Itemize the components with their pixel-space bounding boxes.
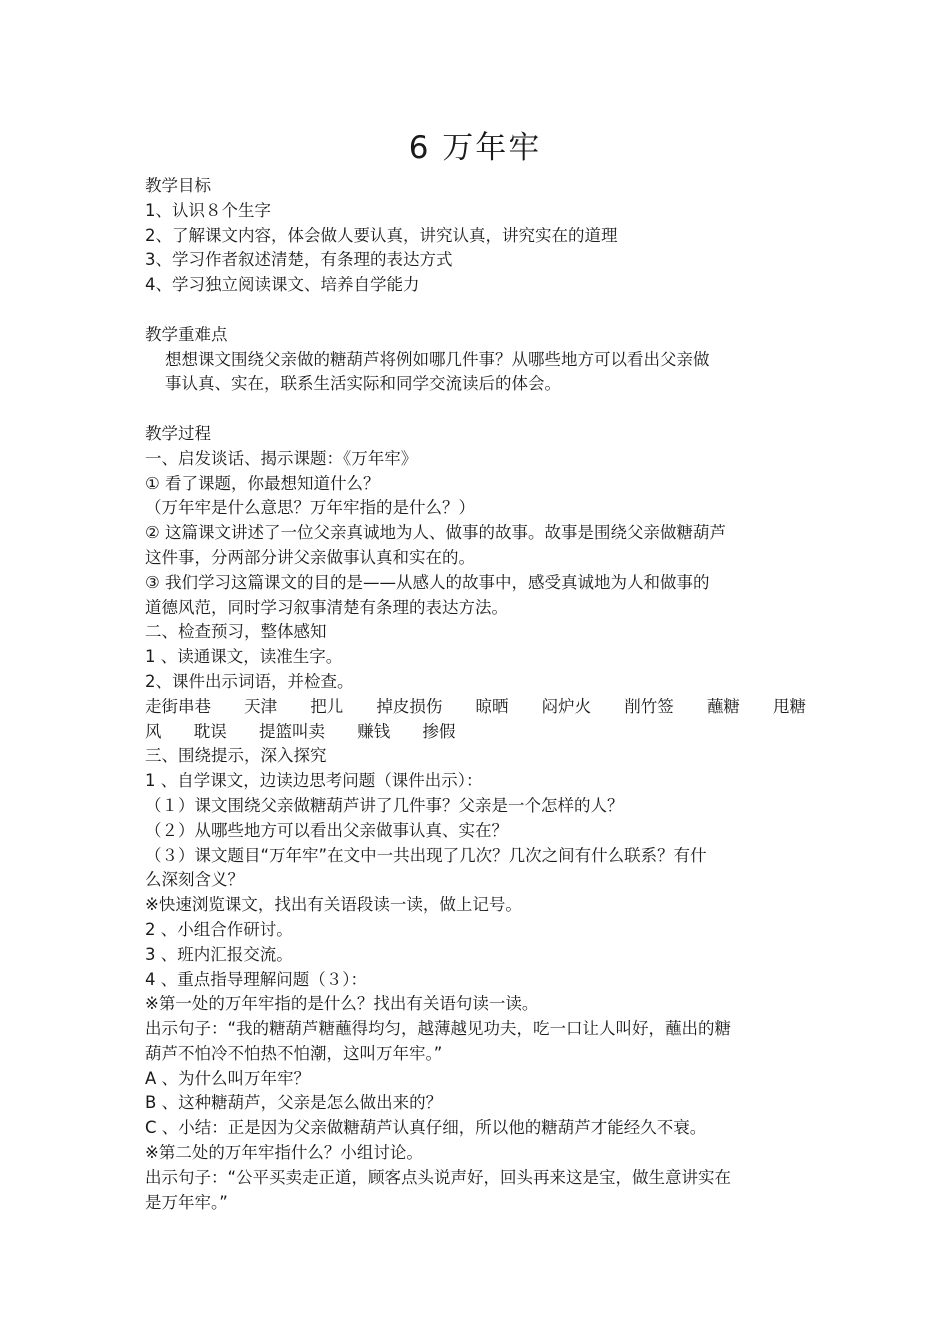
paragraph-line: A 、为什么叫万年牢？ <box>145 1068 311 1088</box>
paragraph-line: 1 、自学课文，边读边思考问题（课件出示）： <box>145 771 483 791</box>
paragraph-line: ※快速浏览课文，找出有关语段读一读，做上记号。 <box>145 895 522 915</box>
paragraph-line: B 、这种糖葫芦，父亲是怎么做出来的？ <box>145 1093 443 1113</box>
paragraph-line: 2 、小组合作研讨。 <box>145 919 293 939</box>
vocab-word: 掺假 <box>422 721 456 741</box>
paragraph-line: ① 看了课题，你最想知道什么？ <box>145 473 380 493</box>
quote-line: 出示句子：“公平买卖走正道，顾客点头说声好，回头再来这是宝，做生意讲实在 <box>145 1167 732 1187</box>
vocab-word: 赚钱 <box>357 721 391 741</box>
paragraph-line: 3 、班内汇报交流。 <box>145 944 293 964</box>
paragraph-line: 4 、重点指导理解问题（３）： <box>145 969 367 989</box>
vocab-word: 耽误 <box>193 721 227 741</box>
page-title: 6 万年牢 <box>408 130 542 166</box>
paragraph-line: 想想课文围绕父亲做的糖葫芦将例如哪几件事？从哪些地方可以看出父亲做 <box>165 349 710 369</box>
vocab-word: 掉皮损伤 <box>376 696 443 716</box>
vocabulary-row <box>145 695 806 720</box>
document-body <box>145 174 813 1215</box>
paragraph-line: （万年牢是什么意思？万年牢指的是什么？） <box>145 498 475 518</box>
paragraph-line: 事认真、实在，联系生活实际和同学交流读后的体会。 <box>165 374 561 394</box>
vocab-word: 甩糖 <box>773 696 806 716</box>
section-heading-objectives: 教学目标 <box>145 176 211 195</box>
paragraph-line: 这件事，分两部分讲父亲做事认真和实在的。 <box>145 547 475 567</box>
quote-line: 是万年牢。” <box>145 1192 228 1212</box>
quote-line: 出示句子：“我的糖葫芦糖蘸得均匀，越薄越见功夫，吃一口让人叫好，蘸出的糖 <box>145 1019 732 1039</box>
step-heading: 三、围绕提示，深入探究 <box>145 746 327 766</box>
paragraph-line: ※第二处的万年牢指什么？小组讨论。 <box>145 1143 423 1163</box>
question-item: （１）课文围绕父亲做糖葫芦讲了几件事？父亲是一个怎样的人？ <box>145 795 624 815</box>
section-heading-key-points: 教学重难点 <box>145 324 228 344</box>
vocab-word: 提篮叫卖 <box>259 721 325 741</box>
quote-line: 葫芦不怕冷不怕热不怕潮，这叫万年牢。” <box>145 1043 443 1063</box>
vocab-word: 把儿 <box>310 696 344 716</box>
objective-item: 4、学习独立阅读课文、培养自学能力 <box>145 275 420 295</box>
vocab-word: 削竹签 <box>624 696 674 716</box>
step-heading: 二、检查预习，整体感知 <box>145 622 327 642</box>
vocab-word: 风 <box>145 721 162 741</box>
question-item: （２）从哪些地方可以看出父亲做事认真、实在？ <box>145 820 508 840</box>
section-heading-process: 教学过程 <box>145 423 211 443</box>
paragraph-line: 1 、读通课文，读准生字。 <box>145 647 343 667</box>
vocab-word: 天津 <box>244 696 278 716</box>
vocab-word: 闷炉火 <box>541 696 592 716</box>
blank-line <box>145 298 813 323</box>
vocabulary-row <box>145 720 813 745</box>
blank-line <box>145 397 813 422</box>
step-heading: 一、启发谈话、揭示课题：《万年牢》 <box>145 448 418 468</box>
vocab-word: 蘸糖 <box>706 696 740 716</box>
question-item: 么深刻含义？ <box>145 870 244 890</box>
paragraph-line: C 、小结：正是因为父亲做糖葫芦认真仔细，所以他的糖葫芦才能经久不衰。 <box>145 1118 707 1138</box>
paragraph-line: ③ 我们学习这篇课文的目的是——从感人的故事中，感受真诚地为人和做事的 <box>145 572 710 592</box>
vocab-word: 晾晒 <box>475 696 509 716</box>
question-item: （３）课文题目“万年牢”在文中一共出现了几次？几次之间有什么联系？有什 <box>145 845 707 865</box>
objective-item: 1、认识８个生字 <box>145 200 271 220</box>
paragraph-line: 道德风范，同时学习叙事清楚有条理的表达方法。 <box>145 597 508 617</box>
vocab-word: 走街串巷 <box>145 696 211 716</box>
objective-item: 3、学习作者叙述清楚，有条理的表达方式 <box>145 250 453 270</box>
paragraph-line: ② 这篇课文讲述了一位父亲真诚地为人、做事的故事。故事是围绕父亲做糖葫芦 <box>145 523 727 543</box>
paragraph-line: 2、课件出示词语，并检查。 <box>145 671 354 691</box>
paragraph-line: ※第一处的万年牢指的是什么？找出有关语句读一读。 <box>145 994 539 1014</box>
objective-item: 2、了解课文内容，体会做人要认真，讲究认真，讲究实在的道理 <box>145 225 618 245</box>
